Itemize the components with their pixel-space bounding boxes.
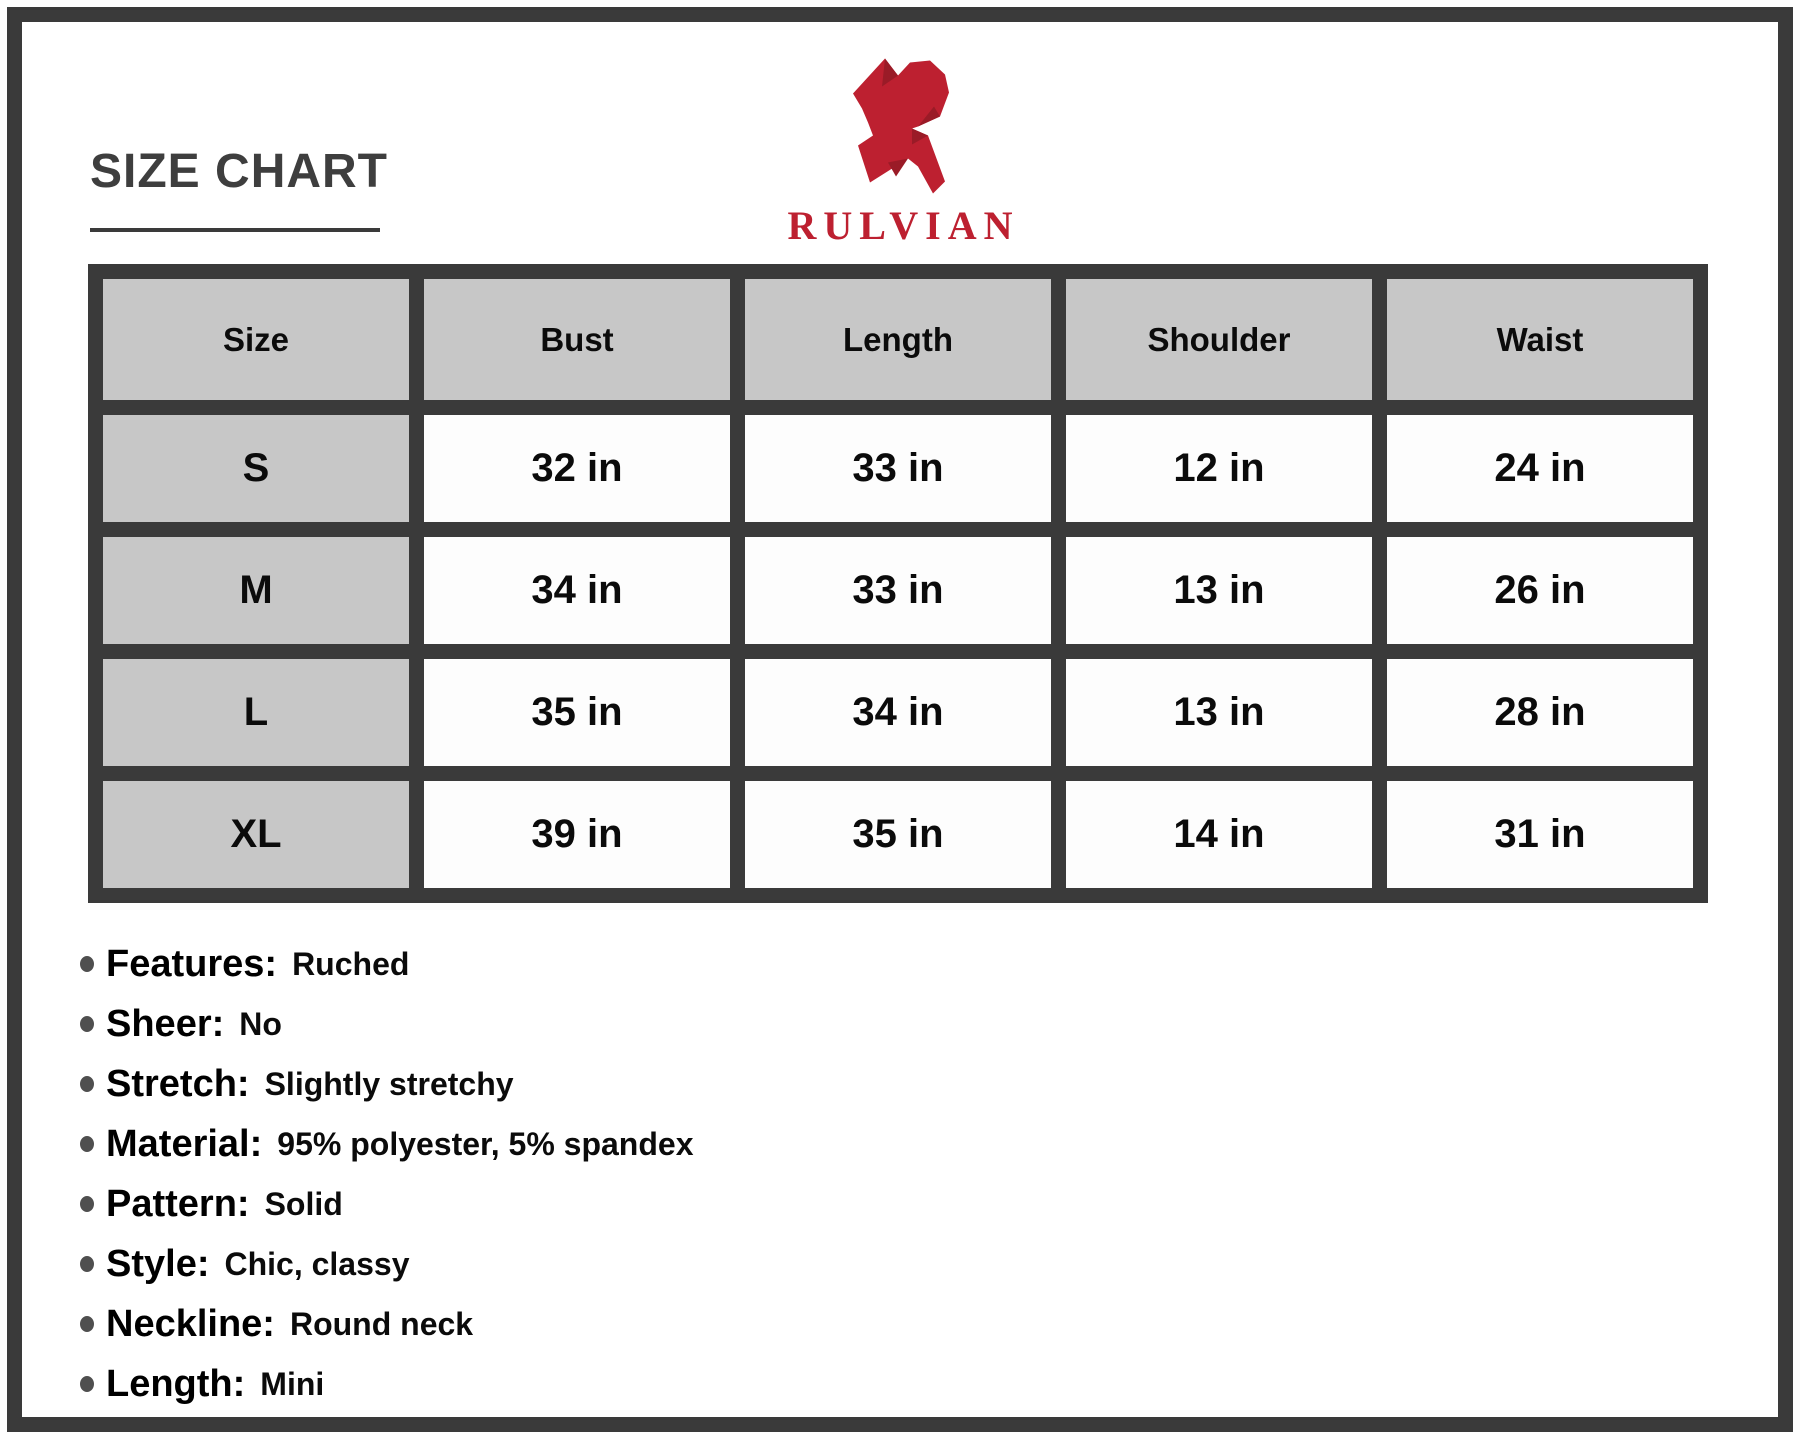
product-details-list: [80, 934, 693, 1414]
detail-value: Slightly stretchy: [264, 1065, 514, 1102]
bullet-icon: [80, 956, 94, 972]
measurement-cell: 14 in: [1066, 781, 1372, 888]
measurement-cell: 35 in: [424, 659, 730, 766]
size-chart-header-row: [103, 279, 1693, 400]
size-cell: L: [103, 659, 409, 766]
detail-label: Length:: [106, 1362, 246, 1405]
detail-value: Round neck: [289, 1305, 474, 1342]
column-header-shoulder: Shoulder: [1066, 279, 1372, 400]
bullet-icon: [80, 1316, 94, 1332]
detail-label: Neckline:: [106, 1302, 275, 1345]
measurement-cell: 24 in: [1387, 415, 1693, 522]
bullet-icon: [80, 1256, 94, 1272]
brand-logo-r-icon: [848, 58, 952, 196]
bullet-icon: [80, 1196, 94, 1212]
list-item: [80, 1294, 693, 1354]
detail-value: Ruched: [292, 945, 410, 982]
measurement-cell: 39 in: [424, 781, 730, 888]
detail-value: Mini: [260, 1365, 325, 1402]
detail-value: Chic, classy: [224, 1245, 410, 1282]
brand-logo: [0, 58, 1800, 246]
list-item: [80, 994, 693, 1054]
measurement-cell: 34 in: [424, 537, 730, 644]
table-row: [103, 537, 1693, 644]
bullet-icon: [80, 1136, 94, 1152]
measurement-cell: 12 in: [1066, 415, 1372, 522]
table-row: [103, 659, 1693, 766]
measurement-cell: 28 in: [1387, 659, 1693, 766]
table-row: [103, 781, 1693, 888]
list-item: [80, 1174, 693, 1234]
size-cell: S: [103, 415, 409, 522]
column-header-bust: Bust: [424, 279, 730, 400]
detail-label: Features:: [106, 942, 278, 985]
size-chart-table: [88, 264, 1708, 903]
measurement-cell: 13 in: [1066, 537, 1372, 644]
detail-label: Sheer:: [106, 1002, 225, 1045]
bullet-icon: [80, 1076, 94, 1092]
table-row: [103, 415, 1693, 522]
detail-label: Style:: [106, 1242, 210, 1285]
bullet-icon: [80, 1016, 94, 1032]
column-header-waist: Waist: [1387, 279, 1693, 400]
measurement-cell: 33 in: [745, 537, 1051, 644]
measurement-cell: 33 in: [745, 415, 1051, 522]
detail-label: Pattern:: [106, 1182, 250, 1225]
brand-wordmark: RULVIAN: [787, 203, 1020, 248]
list-item: [80, 1234, 693, 1294]
size-cell: XL: [103, 781, 409, 888]
measurement-cell: 13 in: [1066, 659, 1372, 766]
size-cell: M: [103, 537, 409, 644]
page-title: SIZE CHART: [90, 145, 388, 198]
detail-value: No: [239, 1005, 282, 1042]
measurement-cell: 34 in: [745, 659, 1051, 766]
detail-value: 95% polyester, 5% spandex: [277, 1125, 694, 1162]
list-item: [80, 934, 693, 994]
measurement-cell: 31 in: [1387, 781, 1693, 888]
column-header-size: Size: [103, 279, 409, 400]
measurement-cell: 26 in: [1387, 537, 1693, 644]
bullet-icon: [80, 1376, 94, 1392]
detail-label: Stretch:: [106, 1062, 250, 1105]
list-item: [80, 1114, 693, 1174]
measurement-cell: 35 in: [745, 781, 1051, 888]
detail-label: Material:: [106, 1122, 263, 1165]
list-item: [80, 1354, 693, 1414]
list-item: [80, 1054, 693, 1114]
column-header-length: Length: [745, 279, 1051, 400]
detail-value: Solid: [264, 1185, 343, 1222]
measurement-cell: 32 in: [424, 415, 730, 522]
